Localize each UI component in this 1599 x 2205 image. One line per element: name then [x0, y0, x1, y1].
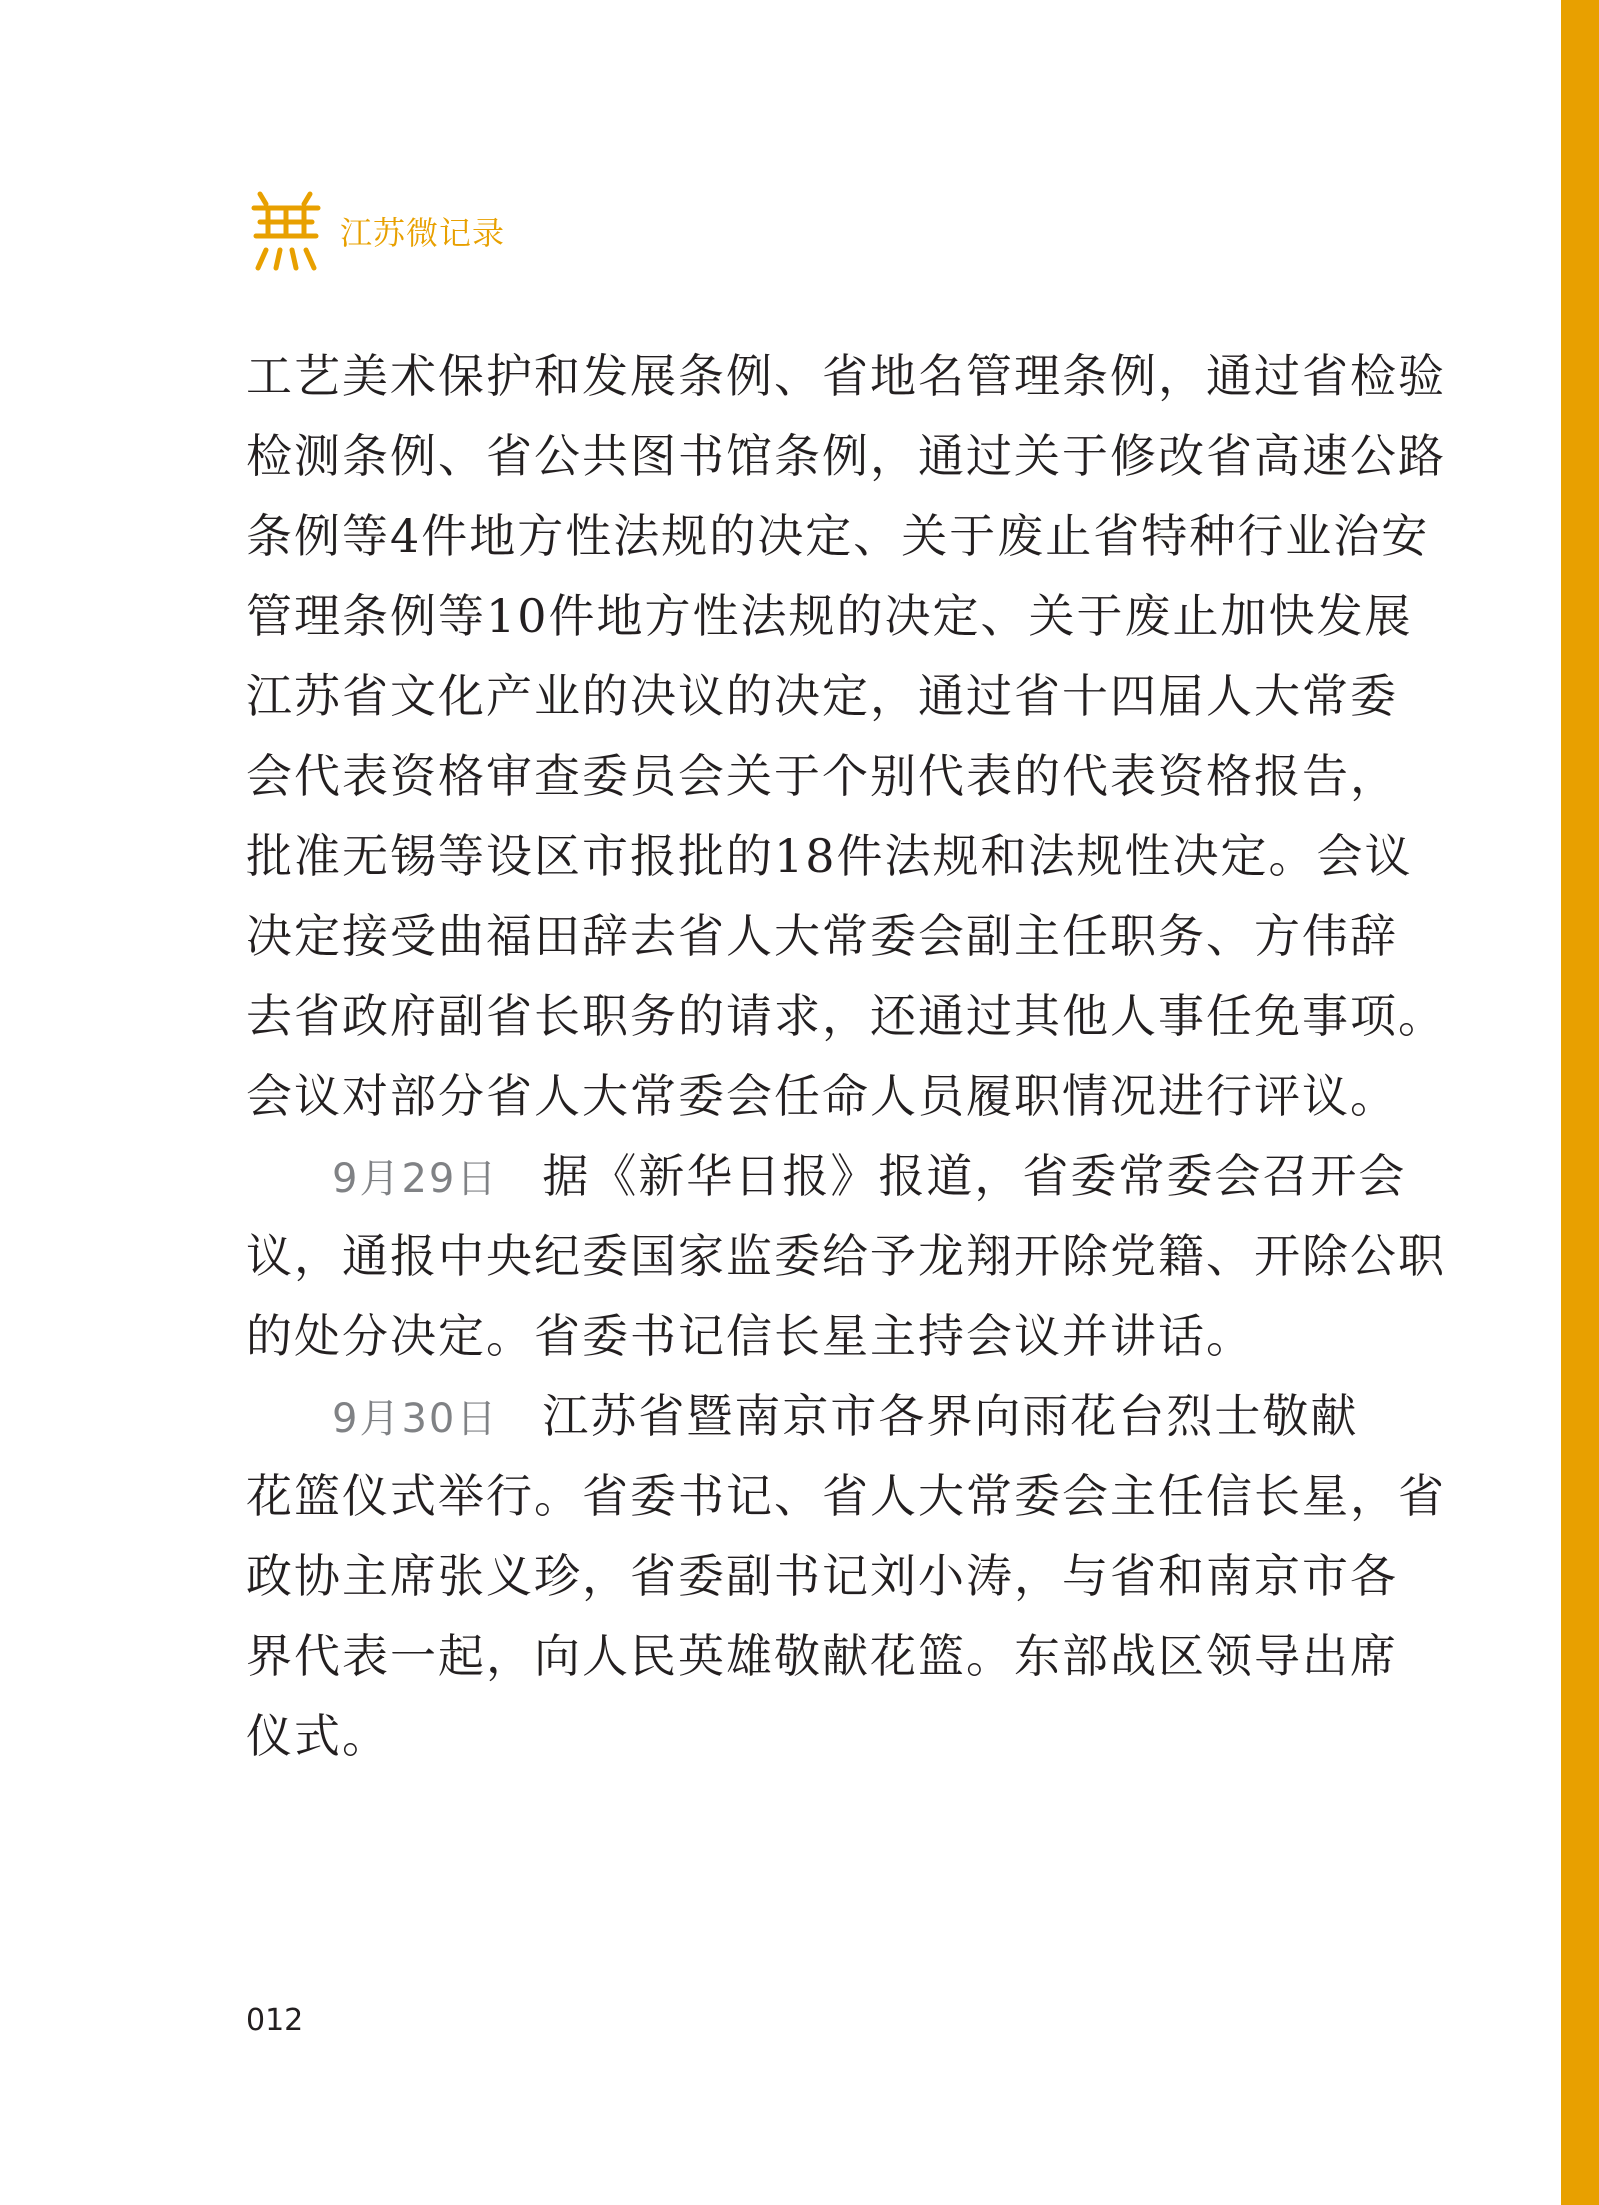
- body-text: [246, 336, 1446, 1776]
- text-line: 江苏省文化产业的决议的决定，通过省十四届人大常委: [246, 669, 1398, 723]
- text-line: 管理条例等10件地方性法规的决定、关于废止加快发展: [246, 589, 1413, 643]
- dated-entry: [246, 1136, 1446, 1376]
- yan-character-logo-icon: [246, 188, 326, 274]
- text-line: 界代表一起，向人民英雄敬献花篮。东部战区领导出席: [246, 1629, 1398, 1683]
- text-line: 会议对部分省人大常委会任命人员履职情况进行评议。: [246, 1069, 1398, 1123]
- page-header: [246, 188, 505, 274]
- text-line: 条例等4件地方性法规的决定、关于废止省特种行业治安: [246, 509, 1430, 563]
- text-line: 仪式。: [246, 1709, 390, 1763]
- text-line: [246, 1136, 1407, 1216]
- page-number: 012: [246, 2003, 304, 2038]
- dated-entry: [246, 1376, 1446, 1776]
- text-line: 检测条例、省公共图书馆条例，通过关于修改省高速公路: [246, 429, 1446, 483]
- text-line: 批准无锡等设区市报批的18件法规和法规性决定。会议: [246, 829, 1413, 883]
- text-line: 花篮仪式举行。省委书记、省人大常委会主任信长星，省: [246, 1469, 1446, 1523]
- text-line: 的处分决定。省委书记信长星主持会议并讲话。: [246, 1309, 1254, 1363]
- text-line: 决定接受曲福田辞去省人大常委会副主任职务、方伟辞: [246, 909, 1398, 963]
- text-line: 会代表资格审查委员会关于个别代表的代表资格报告，: [246, 749, 1398, 803]
- paragraph: [246, 336, 1446, 1136]
- entry-date: 9月30日: [332, 1396, 499, 1442]
- text-line: [246, 1376, 1359, 1456]
- text-line: 去省政府副省长职务的请求，还通过其他人事任免事项。: [246, 989, 1446, 1043]
- entry-text: 江苏省暨南京市各界向雨花台烈士敬献: [542, 1389, 1359, 1443]
- entry-date: 9月29日: [332, 1156, 499, 1202]
- text-line: 工艺美术保护和发展条例、省地名管理条例，通过省检验: [246, 349, 1446, 403]
- entry-text: 据《新华日报》报道，省委常委会召开会: [542, 1149, 1407, 1203]
- series-title: 江苏微记录: [340, 214, 506, 252]
- text-line: 议，通报中央纪委国家监委给予龙翔开除党籍、开除公职: [246, 1229, 1446, 1283]
- side-accent-bar: [1561, 0, 1599, 2205]
- text-line: 政协主席张义珍，省委副书记刘小涛，与省和南京市各: [246, 1549, 1398, 1603]
